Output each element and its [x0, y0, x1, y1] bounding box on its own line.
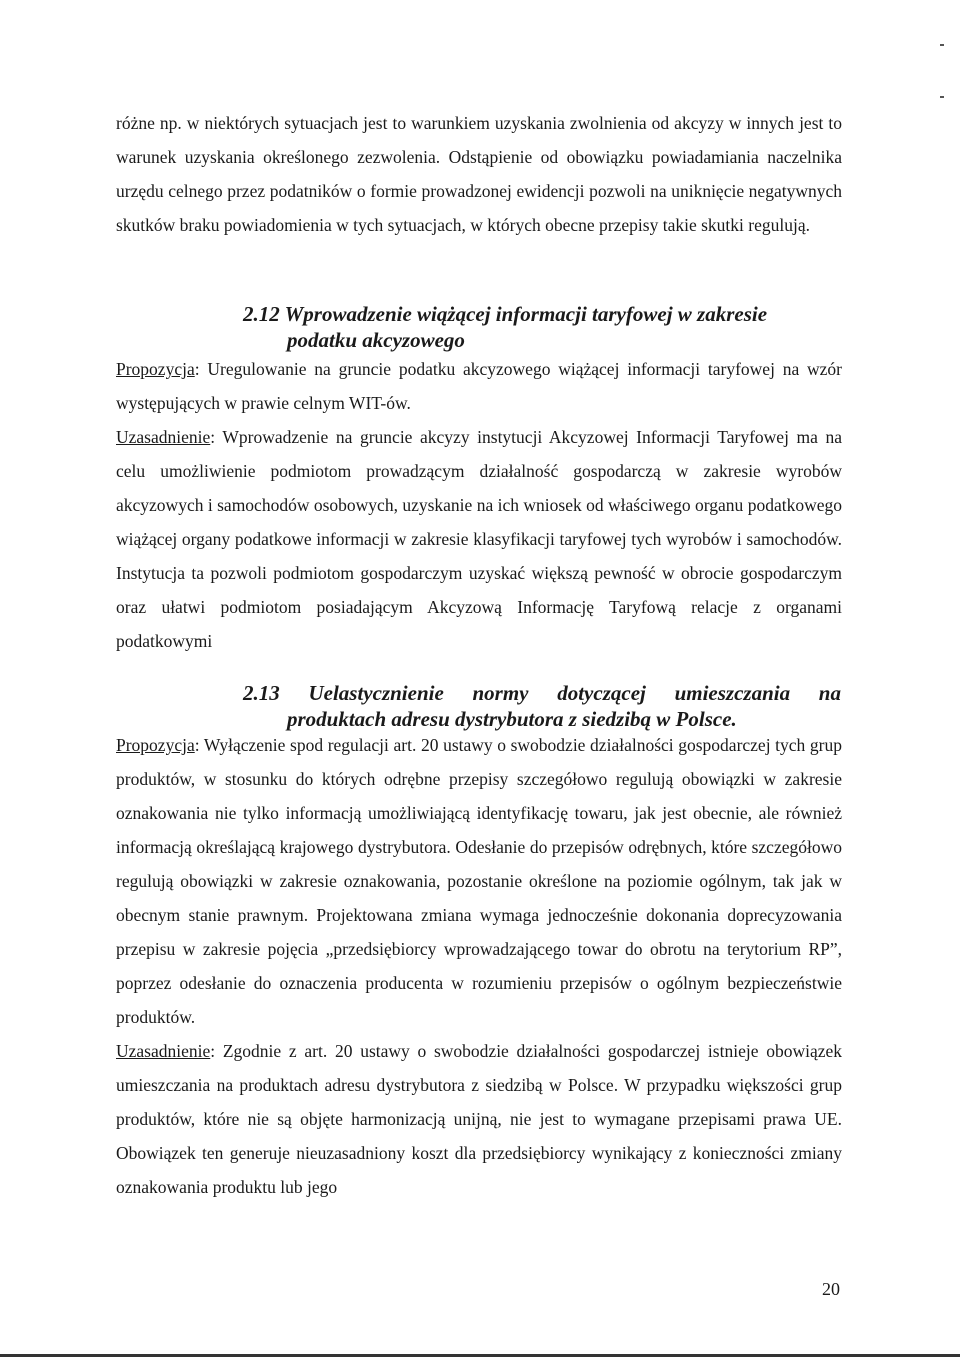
- heading-line: produktach adresu dystrybutora z siedzibą w Polsce.: [287, 707, 737, 731]
- page-number: 20: [822, 1279, 840, 1299]
- proposal-paragraph: [116, 352, 842, 420]
- heading-line: 2.13 Uelastycznienie normy dotyczącej umieszczania na: [243, 681, 841, 705]
- intro-paragraph: [116, 106, 842, 242]
- proposal-label: Propozycja: [116, 359, 195, 379]
- section-2-12-body: [116, 352, 842, 658]
- justification-label: Uzasadnienie: [116, 427, 211, 447]
- scan-mark: [940, 44, 944, 46]
- justification-text: : Wprowadzenie na gruncie akcyzy instytucji Akcyzowej Informacji Taryfowej ma na celu umożliwienie podmiotom prowadzącym działalność gospodarczą w zakresie wyrobów akcyzowych i samochodów osobowych, uzyskanie na ich wniosek od właściwego organu podatkowego wiążącej organy podatkowe informacji w zakresie klasyfikacji taryfowej tych wyrobów i samochodów. Instytucja ta pozwoli podmiotom gospodarczym uzyskać większą pewność w obrocie gospodarczym oraz ułatwi podmiotom posiadającym Akcyzową Informację Taryfową relacje z organami podatkowymi: [116, 427, 842, 651]
- proposal-text: : Uregulowanie na gruncie podatku akcyzowego wiążącej informacji taryfowej na wzór występujących w prawie celnym WIT-ów.: [116, 359, 842, 413]
- section-2-13-body: [116, 728, 842, 1204]
- justification-paragraph: [116, 420, 842, 658]
- proposal-paragraph: [116, 728, 842, 1034]
- section-heading-2-13: [243, 680, 843, 732]
- proposal-text: : Wyłączenie spod regulacji art. 20 ustawy o swobodzie działalności gospodarczej tych grup produktów, w stosunku do których odrębne przepisy szczegółowo regulują obowiązki w zakresie oznakowania nie tylko informacją umożliwiającą identyfikację towaru, jak jest obecnie, ale również informacją określającą krajowego dystrybutora. Odesłanie do przepisów odrębnych, które szczegółowo regulują obowiązki w zakresie oznakowania, pozostanie określone na poziomie ogólnym, tak jak w obecnym stanie prawnym. Projektowana zmiana wymaga jednocześnie dokonania doprecyzowania przepisu w zakresie pojęcia „przedsiębiorcy wprowadzającego towar do obrotu na terytorium RP”, poprzez odesłanie do oznaczenia producenta w rozumieniu przepisów o ogólnym bezpieczeństwie produktów.: [116, 735, 842, 1027]
- justification-paragraph: [116, 1034, 842, 1204]
- scan-mark: [940, 96, 944, 98]
- intro-paragraph-text: różne np. w niektórych sytuacjach jest to warunkiem uzyskania zwolnienia od akcyzy w innych jest to warunek uzyskania określonego zezwolenia. Odstąpienie od obowiązku powiadamiania naczelnika urzędu celnego przez podatników o formie prowadzonej ewidencji pozwoli na uniknięcie negatywnych skutków braku powiadomienia w tych sytuacjach, w których obecne przepisy takie skutki regulują.: [116, 113, 842, 235]
- justification-label: Uzasadnienie: [116, 1041, 211, 1061]
- heading-line: podatku akcyzowego: [287, 328, 465, 352]
- proposal-label: Propozycja: [116, 735, 195, 755]
- section-heading-2-12: [243, 301, 823, 353]
- heading-line: 2.12 Wprowadzenie wiążącej informacji taryfowej w zakresie: [243, 302, 768, 326]
- justification-text: : Zgodnie z art. 20 ustawy o swobodzie działalności gospodarczej istnieje obowiązek umieszczania na produktach adresu dystrybutora z siedzibą w Polsce. W przypadku większości grup produktów, które nie są objęte harmonizacją unijną, nie jest to wymagane przepisami prawa UE. Obowiązek ten generuje nieuzasadniony koszt dla przedsiębiorcy wynikający z konieczności zmiany oznakowania produktu lub jego: [116, 1041, 842, 1197]
